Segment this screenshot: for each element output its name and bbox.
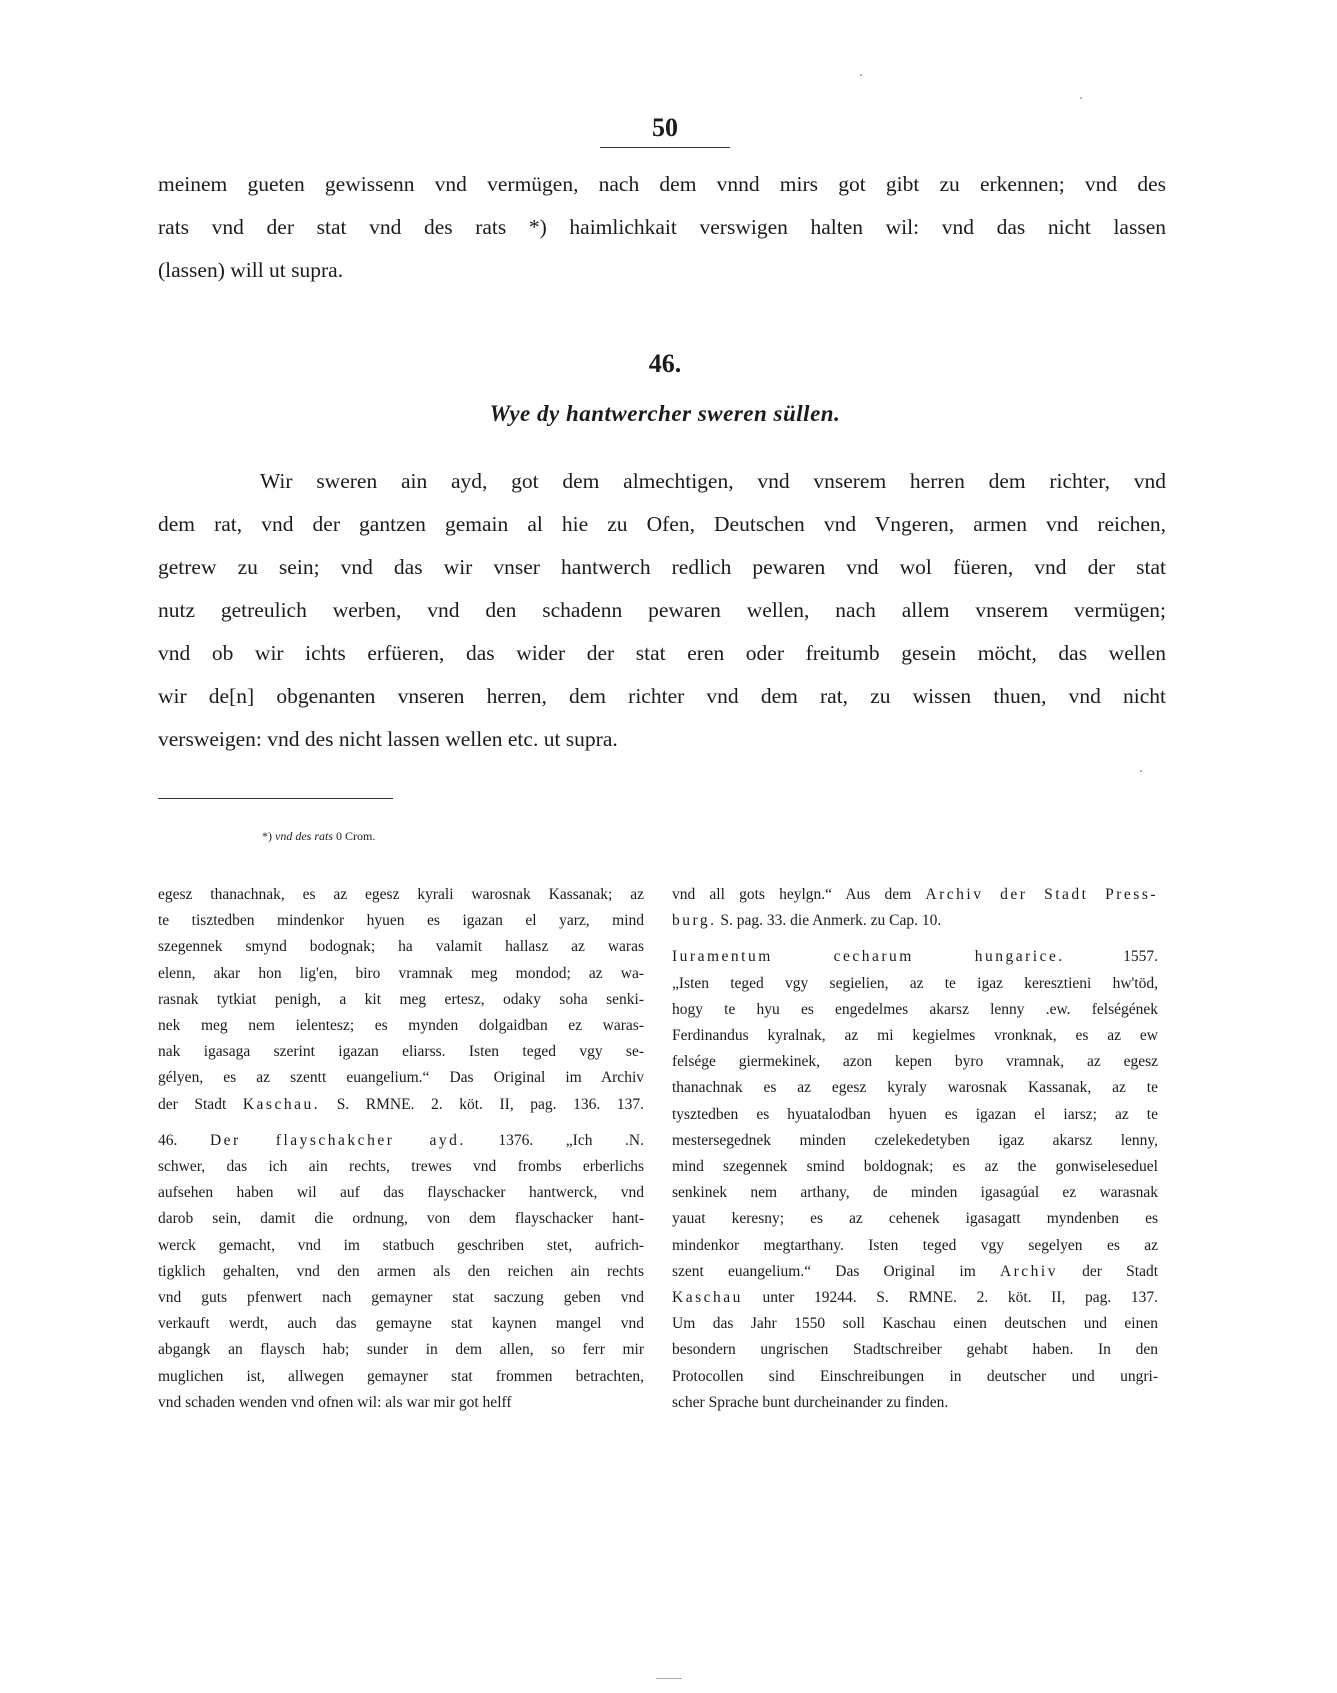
note-line: werck gemacht, vnd im statbuch geschriben stet, aufrich- bbox=[158, 1236, 644, 1254]
note-text-spaced: Kaschau. bbox=[242, 1095, 321, 1113]
note-line bbox=[672, 908, 1158, 934]
note-text: S. RMNE. 2. köt. II, pag. 136. 137. bbox=[336, 1095, 644, 1113]
scan-speck bbox=[1140, 770, 1142, 772]
scan-speck bbox=[860, 74, 862, 76]
section-number: 46. bbox=[648, 349, 682, 378]
note-text: vnd all gots heylgn.“ Aus dem bbox=[672, 886, 912, 903]
note-line: senkinek nem arthany, de minden igasagúal ez warasnak bbox=[672, 1184, 1158, 1202]
note-line bbox=[672, 1259, 1158, 1285]
note-line: egesz thanachnak, es az egesz kyrali warosnak Kassanak; az bbox=[158, 886, 644, 903]
section-title: Wye dy hantwercher sweren süllen. bbox=[489, 401, 841, 426]
continuation-line: rats vnd der stat vnd des rats *) haimlichkait verswigen halten wil: vnd das nicht lassen bbox=[158, 215, 1166, 239]
note-line: Protocollen sind Einschreibungen in deutscher und ungri- bbox=[672, 1367, 1158, 1385]
note-line: rasnak tytkiat penigh, a kit meg ertesz, odaky soha senki- bbox=[158, 990, 644, 1008]
note-text-spaced: Archiv bbox=[999, 1262, 1058, 1280]
note-text: der Stadt bbox=[158, 1095, 227, 1113]
note-text-spaced: Iuramentum cecharum hungarice. bbox=[672, 948, 1065, 966]
note-text-spaced: Der flayschakcher ayd. bbox=[209, 1131, 466, 1149]
footnote-mark: *) bbox=[262, 829, 272, 843]
note-line: Um das Jahr 1550 soll Kaschau einen deutschen und einen bbox=[672, 1315, 1158, 1333]
page-number: 50 bbox=[652, 113, 678, 142]
note-line: nek meg nem ielentesz; es mynden dolgaidban ez waras- bbox=[158, 1017, 644, 1035]
note-text-spaced: burg. bbox=[672, 912, 717, 930]
note-line: darob sein, damit die ordnung, von dem flayschacker hant- bbox=[158, 1210, 644, 1228]
note-text: szent euangelium.“ Das Original im bbox=[672, 1262, 976, 1280]
note-line bbox=[672, 1285, 1158, 1311]
continuation-line: meinem gueten gewissenn vnd vermügen, nach dem vnnd mirs got gibt zu erkennen; vnd des bbox=[158, 172, 1166, 196]
note-text: 46. bbox=[158, 1131, 178, 1149]
note-line: nak igasaga szerint igazan eliarss. Isten teged vgy se- bbox=[158, 1043, 644, 1061]
note-text-spaced: Archiv der Stadt Press- bbox=[925, 886, 1159, 903]
note-text: der Stadt bbox=[1082, 1262, 1159, 1280]
note-line bbox=[158, 1092, 644, 1118]
note-line: elenn, akar hon lig'en, biro vramnak meg mondod; az wa- bbox=[158, 964, 644, 982]
note-line: mind szegennek smind boldognak; es az the gonwiseleseduel bbox=[672, 1158, 1158, 1176]
scan-speck bbox=[1080, 97, 1082, 99]
note-line: mestersegednek minden czelekedetyben igaz akarsz lenny, bbox=[672, 1131, 1158, 1149]
notes-left-column bbox=[158, 882, 644, 1416]
note-text: unter 19244. S. RMNE. 2. köt. II, pag. 137. bbox=[762, 1289, 1158, 1307]
section-line: dem rat, vnd der gantzen gemain al hie zu Ofen, Deutschen vnd Vngeren, armen vnd reichen, bbox=[158, 512, 1166, 536]
section-line: getrew zu sein; vnd das wir vnser hantwerch redlich pewaren vnd wol füeren, vnd der stat bbox=[158, 555, 1166, 579]
footnote-rule bbox=[158, 798, 393, 799]
section-line: Wir sweren ain ayd, got dem almechtigen, vnd vnserem herren dem richter, vnd bbox=[260, 469, 1166, 493]
note-line: te tisztedben mindenkor hyuen es igazan el yarz, mind bbox=[158, 912, 644, 930]
note-text: S. pag. 33. die Anmerk. zu Cap. 10. bbox=[720, 912, 942, 930]
note-line: schwer, das ich ain rechts, trewes vnd frombs erberlichs bbox=[158, 1158, 644, 1176]
section-line: wir de[n] obgenanten vnseren herren, dem richter vnd dem rat, zu wissen thuen, vnd nicht bbox=[158, 684, 1166, 708]
section-line: vnd ob wir ichts erfüeren, das wider der stat eren oder freitumb gesein möcht, das wellen bbox=[158, 641, 1166, 665]
section-line: versweigen: vnd des nicht lassen wellen etc. ut supra. bbox=[158, 727, 618, 751]
note-text-spaced: Kaschau bbox=[672, 1289, 743, 1307]
note-line: besondern ungrischen Stadtschreiber gehabt haben. In den bbox=[672, 1341, 1158, 1359]
note-line: verkauft werdt, auch das gemayne stat kaynen mangel vnd bbox=[158, 1315, 644, 1333]
note-line: muglichen ist, allwegen gemayner stat frommen betrachten, bbox=[158, 1367, 644, 1385]
note-line: szegennek smynd bodognak; ha valamit hallasz az waras bbox=[158, 938, 644, 956]
notes-right-column bbox=[672, 882, 1158, 1416]
note-line: scher Sprache bunt durcheinander zu finden. bbox=[672, 1393, 949, 1411]
note-line: gélyen, es az szentt euangelium.“ Das Original im Archiv bbox=[158, 1069, 644, 1087]
note-line: vnd guts pfenwert nach gemayner stat saczung geben vnd bbox=[158, 1289, 644, 1307]
page-number-rule bbox=[600, 147, 730, 148]
note-text: 1557. bbox=[1123, 948, 1158, 966]
note-line: thanachnak es az egesz kyraly warosnak Kassanak, az te bbox=[672, 1079, 1158, 1097]
note-line: tysztedben es hyuatalodban hyuen es igazan el iarsz; az te bbox=[672, 1105, 1158, 1123]
note-line: vnd schaden wenden vnd ofnen wil: als war mir got helff bbox=[158, 1393, 512, 1411]
note-line: tigklich gehalten, vnd den armen als den reichen ain rechts bbox=[158, 1262, 644, 1280]
note-text: 1376. „Ich .N. bbox=[498, 1131, 644, 1149]
continuation-line: (lassen) will ut supra. bbox=[158, 258, 344, 282]
note-line: abgangk an flaysch hab; sunder in dem allen, so ferr mir bbox=[158, 1341, 644, 1359]
note-line bbox=[672, 944, 1158, 970]
footnote-rest-text: 0 Crom. bbox=[336, 829, 376, 843]
note-line: aufsehen haben wil auf das flayschacker hantwerck, vnd bbox=[158, 1184, 644, 1202]
scan-mark bbox=[656, 1678, 682, 1679]
note-line bbox=[158, 1128, 644, 1154]
note-line: „Isten teged vgy segielien, az te igaz keresztieni hw'töd, bbox=[672, 974, 1158, 992]
note-line: mindenkor megtarthany. Isten teged vgy segelyen es az bbox=[672, 1236, 1158, 1254]
note-line: hogy te hyu es engedelmes akarsz lenny .ew. felségének bbox=[672, 1000, 1158, 1018]
note-line: felsége giermekinek, azon kepen byro vramnak, az egesz bbox=[672, 1053, 1158, 1071]
note-line: Ferdinandus kyralnak, az mi kegielmes vronknak, es az ew bbox=[672, 1027, 1158, 1045]
footnote-italic-text: vnd des rats bbox=[275, 829, 333, 843]
section-line: nutz getreulich werben, vnd den schadenn pewaren wellen, nach allem vnserem vermügen; bbox=[158, 598, 1166, 622]
footnote bbox=[262, 828, 375, 844]
note-line bbox=[672, 882, 1158, 908]
note-line: yauat keresny; es az cehenek igasagatt myndenben es bbox=[672, 1210, 1158, 1228]
